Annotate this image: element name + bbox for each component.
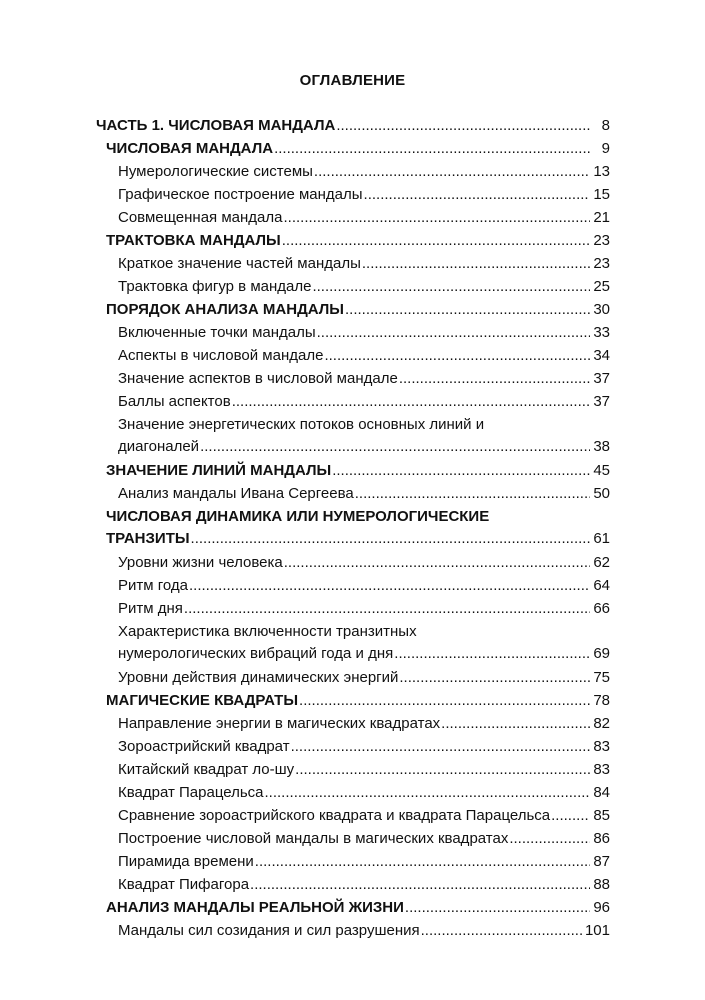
- dot-leader: [314, 161, 590, 183]
- page-title: ОГЛАВЛЕНИЕ: [299, 72, 406, 89]
- toc-entry-page-number: 23: [593, 255, 610, 272]
- toc-entry-label: Аспекты в числовой мандале: [118, 347, 324, 364]
- toc-entry-page-number: 83: [593, 738, 610, 755]
- toc-entry-label: ЧАСТЬ 1. ЧИСЛОВАЯ МАНДАЛА: [96, 117, 336, 134]
- toc-entry-label: Мандалы сил созидания и сил разрушения: [118, 922, 420, 939]
- dot-leader: [189, 575, 590, 597]
- toc-entry-label: Анализ мандалы Ивана Сергеева: [118, 485, 354, 502]
- toc-entry-page-number: 78: [593, 692, 610, 709]
- toc-entry-label: ТРАНЗИТЫ: [106, 530, 190, 547]
- dot-leader: [283, 207, 590, 229]
- toc-entry-page-number: 69: [593, 645, 610, 662]
- toc-entry[interactable]: [118, 736, 610, 758]
- dot-leader: [255, 851, 590, 873]
- toc-entry-page-number: 37: [593, 370, 610, 387]
- toc-entry-page-number: 45: [593, 462, 610, 479]
- toc-entry-label: АНАЛИЗ МАНДАЛЫ РЕАЛЬНОЙ ЖИЗНИ: [106, 899, 404, 916]
- toc-entry[interactable]: [118, 782, 610, 804]
- toc-entry[interactable]: [106, 506, 610, 550]
- toc-entry-label: Сравнение зороастрийского квадрата и квадрата Парацельса: [118, 807, 551, 824]
- dot-leader: [265, 782, 590, 804]
- dot-leader: [399, 368, 590, 390]
- toc-entry[interactable]: [118, 276, 610, 298]
- toc-entry-page-number: 37: [593, 393, 610, 410]
- dot-leader: [332, 460, 590, 482]
- toc-entry-label: ЗНАЧЕНИЕ ЛИНИЙ МАНДАЛЫ: [106, 462, 332, 479]
- toc-entry[interactable]: [118, 368, 610, 390]
- toc-entry[interactable]: [106, 230, 610, 252]
- toc-entry-label: диагоналей: [118, 438, 200, 455]
- toc-entry-page-number: 66: [593, 600, 610, 617]
- toc-entry[interactable]: [118, 621, 610, 665]
- toc-entry[interactable]: [118, 874, 610, 896]
- toc-entry[interactable]: [118, 161, 610, 183]
- toc-entry-label: нумерологических вибраций года и дня: [118, 645, 394, 662]
- dot-leader: [364, 184, 590, 206]
- toc-entry-page-number: 25: [593, 278, 610, 295]
- toc-entry-page-number: 101: [584, 922, 610, 939]
- dot-leader: [232, 391, 590, 413]
- dot-leader: [355, 483, 590, 505]
- toc-entry-label: Ритм дня: [118, 600, 183, 617]
- toc-entry-page-number: 34: [593, 347, 610, 364]
- toc-entry-label: Значение аспектов в числовой мандале: [118, 370, 398, 387]
- toc-entry-label: ЧИСЛОВАЯ МАНДАЛА: [106, 140, 274, 157]
- toc-entry-label: Квадрат Парацельса: [118, 784, 264, 801]
- toc-entry[interactable]: [118, 552, 610, 574]
- dot-leader: [250, 874, 590, 896]
- dot-leader: [291, 736, 590, 758]
- toc-entry-label: Уровни действия динамических энергий: [118, 669, 399, 686]
- toc-entry[interactable]: [118, 851, 610, 873]
- toc-entry-page-number: 38: [593, 438, 610, 455]
- toc-entry[interactable]: [118, 253, 610, 275]
- dot-leader: [274, 138, 590, 160]
- dot-leader: [312, 276, 590, 298]
- dot-leader: [299, 690, 590, 712]
- dot-leader: [421, 920, 583, 942]
- toc-entry-label: Построение числовой мандалы в магических квадратах: [118, 830, 509, 847]
- toc-entry-page-number: 9: [601, 140, 610, 157]
- toc-entry-page-number: 8: [601, 117, 610, 134]
- toc-entry[interactable]: [118, 345, 610, 367]
- toc-entry-label: Графическое построение мандалы: [118, 186, 363, 203]
- dot-leader: [551, 805, 590, 827]
- toc-entry-label: Уровни жизни человека: [118, 554, 283, 571]
- toc-entry-label: Направление энергии в магических квадратах: [118, 715, 441, 732]
- toc-entry-label-line1: Характеристика включенности транзитных: [118, 623, 417, 640]
- toc-entry-page-number: 21: [593, 209, 610, 226]
- toc-entry-label: ТРАКТОВКА МАНДАЛЫ: [106, 232, 281, 249]
- toc-entry[interactable]: [106, 897, 610, 919]
- toc-entry[interactable]: [118, 667, 610, 689]
- toc-entry-label: Квадрат Пифагора: [118, 876, 250, 893]
- toc-entry-page-number: 75: [593, 669, 610, 686]
- toc-entry-label: Нумерологические системы: [118, 163, 313, 180]
- toc-entry[interactable]: [118, 920, 610, 942]
- toc-entry-page-number: 61: [593, 530, 610, 547]
- toc-entry-page-number: 96: [593, 899, 610, 916]
- toc-entry-page-number: 62: [593, 554, 610, 571]
- toc-entry-label: МАГИЧЕСКИЕ КВАДРАТЫ: [106, 692, 299, 709]
- dot-leader: [282, 230, 590, 252]
- dot-leader: [184, 598, 590, 620]
- toc-entry-page-number: 84: [593, 784, 610, 801]
- toc-entry[interactable]: [118, 322, 610, 344]
- toc-entry-label: Совмещенная мандала: [118, 209, 283, 226]
- toc-entry-label: Пирамида времени: [118, 853, 254, 870]
- toc-entry-label: Трактовка фигур в мандале: [118, 278, 312, 295]
- toc-entry-page-number: 15: [593, 186, 610, 203]
- toc-entry[interactable]: [118, 713, 610, 735]
- toc-entry[interactable]: [118, 828, 610, 850]
- toc-entry[interactable]: [106, 299, 610, 321]
- dot-leader: [405, 897, 590, 919]
- toc-entry[interactable]: [106, 690, 610, 712]
- dot-leader: [399, 667, 590, 689]
- dot-leader: [336, 115, 590, 137]
- toc-entry-page-number: 50: [593, 485, 610, 502]
- dot-leader: [394, 643, 590, 665]
- toc-entry-page-number: 86: [593, 830, 610, 847]
- toc-entry[interactable]: [118, 414, 610, 458]
- toc-entry-label: Ритм года: [118, 577, 188, 594]
- toc-entry-label: Китайский квадрат ло-шу: [118, 761, 295, 778]
- dot-leader: [509, 828, 590, 850]
- toc-entry[interactable]: [118, 184, 610, 206]
- dot-leader: [200, 436, 590, 458]
- toc-entry-page-number: 85: [593, 807, 610, 824]
- dot-leader: [345, 299, 590, 321]
- toc-entry-label-line1: Значение энергетических потоков основных линий и: [118, 416, 485, 433]
- toc-entry[interactable]: [118, 575, 610, 597]
- toc-entry-page-number: 88: [593, 876, 610, 893]
- toc-entry[interactable]: [118, 805, 610, 827]
- dot-leader: [191, 528, 590, 550]
- toc-entry-page-number: 64: [593, 577, 610, 594]
- toc-entry[interactable]: [118, 598, 610, 620]
- toc-entry[interactable]: [96, 115, 610, 137]
- dot-leader: [324, 345, 590, 367]
- toc-entry[interactable]: [118, 391, 610, 413]
- toc-entry-page-number: 33: [593, 324, 610, 341]
- toc-entry-page-number: 83: [593, 761, 610, 778]
- toc-entry-label: Краткое значение частей мандалы: [118, 255, 361, 272]
- toc-entry-page-number: 82: [593, 715, 610, 732]
- toc-entry[interactable]: [118, 483, 610, 505]
- toc-entry[interactable]: [106, 460, 610, 482]
- toc-entry-page-number: 87: [593, 853, 610, 870]
- toc-entry-page-number: 13: [593, 163, 610, 180]
- toc-entry-label: Зороастрийский квадрат: [118, 738, 290, 755]
- toc-entry[interactable]: [118, 759, 610, 781]
- dot-leader: [317, 322, 590, 344]
- toc-entry-page-number: 23: [593, 232, 610, 249]
- toc-entry-label: ПОРЯДОК АНАЛИЗА МАНДАЛЫ: [106, 301, 344, 318]
- dot-leader: [295, 759, 590, 781]
- toc-entry-page-number: 30: [593, 301, 610, 318]
- toc-entry-label-line1: ЧИСЛОВАЯ ДИНАМИКА ИЛИ НУМЕРОЛОГИЧЕСКИЕ: [106, 508, 490, 525]
- toc-entry[interactable]: [106, 138, 610, 160]
- dot-leader: [284, 552, 590, 574]
- toc-entry[interactable]: [118, 207, 610, 229]
- toc-entry-label: Баллы аспектов: [118, 393, 231, 410]
- dot-leader: [362, 253, 590, 275]
- toc-entry-label: Включенные точки мандалы: [118, 324, 316, 341]
- dot-leader: [441, 713, 590, 735]
